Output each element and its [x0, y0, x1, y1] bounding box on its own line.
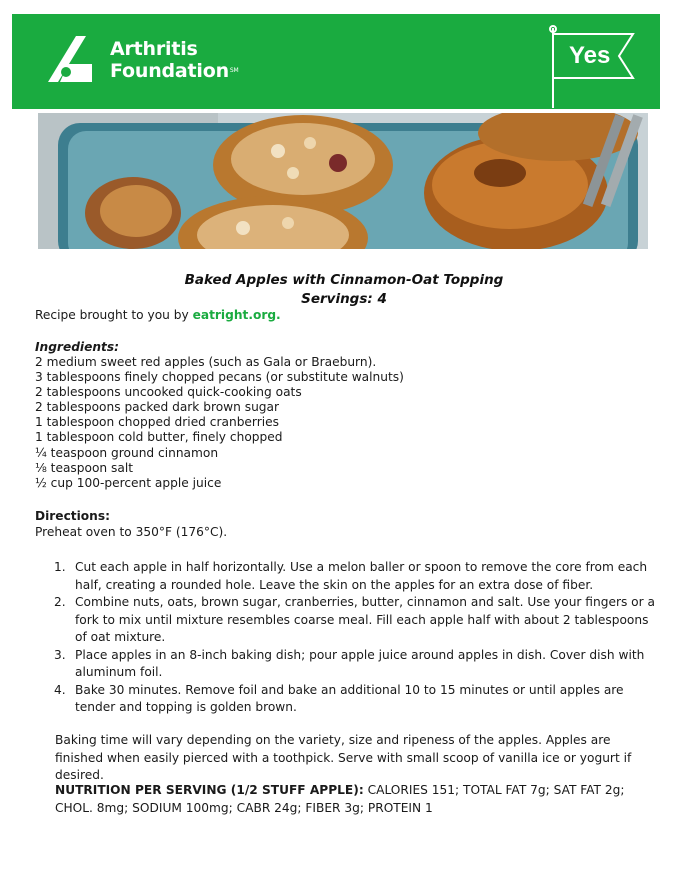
- header-banner: [12, 14, 660, 109]
- directions-steps: [50, 559, 655, 717]
- step-number: 2.: [54, 595, 66, 609]
- step-number: 3.: [54, 647, 66, 662]
- yes-flag-label: Yes: [569, 42, 611, 69]
- ingredient-item: 1 tablespoon cold butter, finely chopped: [35, 430, 283, 445]
- logo-sm-mark: SM: [229, 67, 239, 74]
- ingredient-item: 2 tablespoons uncooked quick-cooking oats: [35, 385, 302, 400]
- nutrition-values: CALORIES 151; TOTAL FAT 7g; SAT FAT 2g; CHOL. 8mg; SODIUM 100mg; CABR 24g; FIBER 3g; PROTEIN 1: [55, 783, 625, 815]
- ingredient-item: ½ cup 100-percent apple juice: [35, 475, 222, 490]
- step-number: 4.: [54, 682, 66, 697]
- arthritis-foundation-logo-icon: [46, 34, 98, 86]
- step-text: Bake 30 minutes. Remove foil and bake an additional 10 to 15 minutes or until apples are tender and topping is golden brown.: [75, 682, 624, 714]
- ingredient-item: 3 tablespoons finely chopped pecans (or substitute walnuts): [35, 370, 404, 385]
- ingredient-item: 1 tablespoon chopped dried cranberries: [35, 415, 279, 430]
- step-text: Combine nuts, oats, brown sugar, cranberries, butter, cinnamon and salt. Use your fingers or a fork to mix until mixture resembles coarse meal. Fill each apple half with about 2 tablespoons of oat mixture.: [75, 595, 655, 644]
- direction-step: [50, 682, 655, 717]
- recipe-source-prefix: Recipe brought to you by: [35, 308, 193, 322]
- ingredients-list: [35, 355, 404, 491]
- recipe-source: [35, 308, 281, 323]
- recipe-servings: Servings: 4: [301, 291, 387, 307]
- eatright-link[interactable]: eatright.org.: [192, 308, 281, 322]
- ingredient-item: ⅛ teaspoon salt: [35, 460, 134, 475]
- nutrition-info: [55, 782, 650, 817]
- direction-step: [50, 647, 655, 682]
- step-text: Cut each apple in half horizontally. Use a melon baller or spoon to remove the core from each half, creating a rounded hole. Leave the skin on the apples for an extra dose of fiber.: [75, 560, 648, 592]
- direction-step: [50, 594, 655, 647]
- recipe-title: Baked Apples with Cinnamon-Oat Topping: [184, 272, 504, 288]
- baked-apples-photo: [38, 113, 648, 249]
- preheat-instruction: Preheat oven to 350°F (176°C).: [35, 525, 228, 539]
- ingredient-item: ¼ teaspoon ground cinnamon: [35, 445, 219, 460]
- ingredient-item: 2 tablespoons packed dark brown sugar: [35, 400, 280, 415]
- nutrition-label: NUTRITION PER SERVING (1/2 STUFF APPLE):: [55, 783, 364, 797]
- step-text: Place apples in an 8-inch baking dish; pour apple juice around apples in dish. Cover dish with aluminum foil.: [75, 647, 645, 679]
- step-number: 1.: [54, 560, 66, 574]
- ingredient-item: 2 medium sweet red apples (such as Gala or Braeburn).: [35, 355, 377, 369]
- logo-wordmark: [110, 38, 239, 82]
- direction-step: [50, 559, 655, 594]
- logo-line-1: Arthritis: [110, 38, 198, 60]
- logo-line-2: Foundation: [110, 60, 229, 82]
- directions-heading: Directions:: [35, 509, 110, 523]
- baking-note: Baking time will vary depending on the variety, size and ripeness of the apples. Apples are finished when easily pierced with a toothpick. Serve with small scoop of vanilla ice or yogurt if desired.: [55, 733, 632, 782]
- ingredients-heading: Ingredients:: [35, 340, 120, 354]
